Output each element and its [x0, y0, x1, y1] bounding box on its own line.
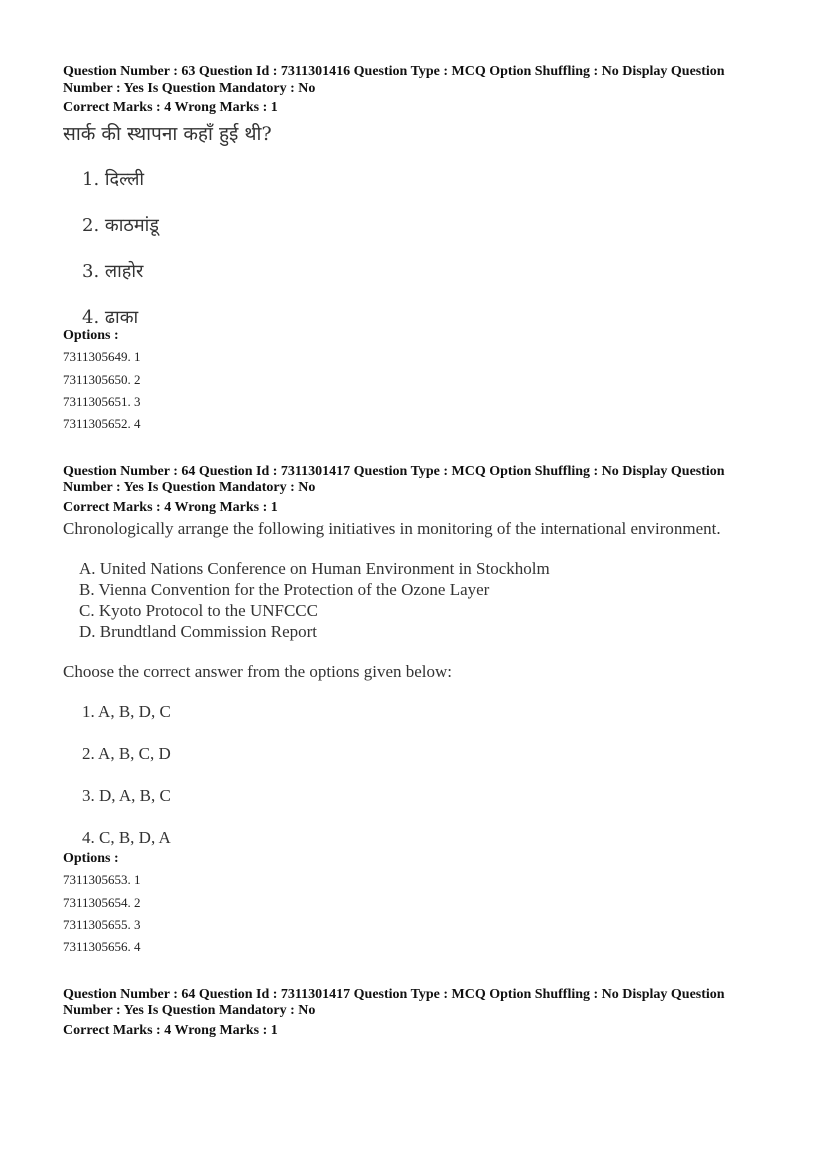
answer-choice: 4. ढाका — [82, 307, 139, 328]
answer-choice: 1. दिल्ली — [82, 169, 145, 190]
option-id: 7311305650. 2 — [63, 372, 141, 387]
question-meta-line: Question Number : 64 Question Id : 7311301417 Question Type : MCQ Option Shuffling : No Display Question — [63, 987, 725, 1002]
option-id: 7311305653. 1 — [63, 872, 141, 887]
option-id: 7311305656. 4 — [63, 939, 141, 954]
option-id: 7311305654. 2 — [63, 895, 141, 910]
question-meta-line: Number : Yes Is Question Mandatory : No — [63, 1003, 316, 1018]
marks-line: Correct Marks : 4 Wrong Marks : 1 — [63, 1023, 278, 1038]
statement-item: C. Kyoto Protocol to the UNFCCC — [79, 601, 318, 620]
marks-line: Correct Marks : 4 Wrong Marks : 1 — [63, 100, 278, 115]
answer-choice: 3. लाहोर — [82, 261, 144, 282]
answer-choice: 1. A, B, D, C — [82, 702, 171, 721]
answer-choice: 3. D, A, B, C — [82, 786, 171, 805]
question-meta-line: Question Number : 63 Question Id : 7311301416 Question Type : MCQ Option Shuffling : No Display Question — [63, 64, 725, 79]
statement-item: B. Vienna Convention for the Protection of the Ozone Layer — [79, 580, 490, 599]
question-meta-line: Question Number : 64 Question Id : 7311301417 Question Type : MCQ Option Shuffling : No Display Question — [63, 464, 725, 479]
options-label: Options : — [63, 851, 119, 866]
option-id: 7311305655. 3 — [63, 917, 141, 932]
option-id: 7311305651. 3 — [63, 394, 141, 409]
question-meta-line: Number : Yes Is Question Mandatory : No — [63, 81, 316, 96]
instruction-text: Choose the correct answer from the options given below: — [63, 662, 453, 681]
question-text: Chronologically arrange the following initiatives in monitoring of the international environment. — [63, 519, 721, 538]
question-text: सार्क की स्थापना कहाँ हुई थी? — [63, 123, 272, 145]
statement-item: D. Brundtland Commission Report — [79, 622, 317, 641]
answer-choice: 2. काठमांडू — [82, 215, 159, 236]
statement-item: A. United Nations Conference on Human Environment in Stockholm — [79, 559, 550, 578]
answer-choice: 2. A, B, C, D — [82, 744, 171, 763]
option-id: 7311305649. 1 — [63, 349, 141, 364]
option-id: 7311305652. 4 — [63, 416, 141, 431]
answer-choice: 4. C, B, D, A — [82, 828, 171, 847]
question-meta-line: Number : Yes Is Question Mandatory : No — [63, 480, 316, 495]
options-label: Options : — [63, 328, 119, 343]
marks-line: Correct Marks : 4 Wrong Marks : 1 — [63, 500, 278, 515]
